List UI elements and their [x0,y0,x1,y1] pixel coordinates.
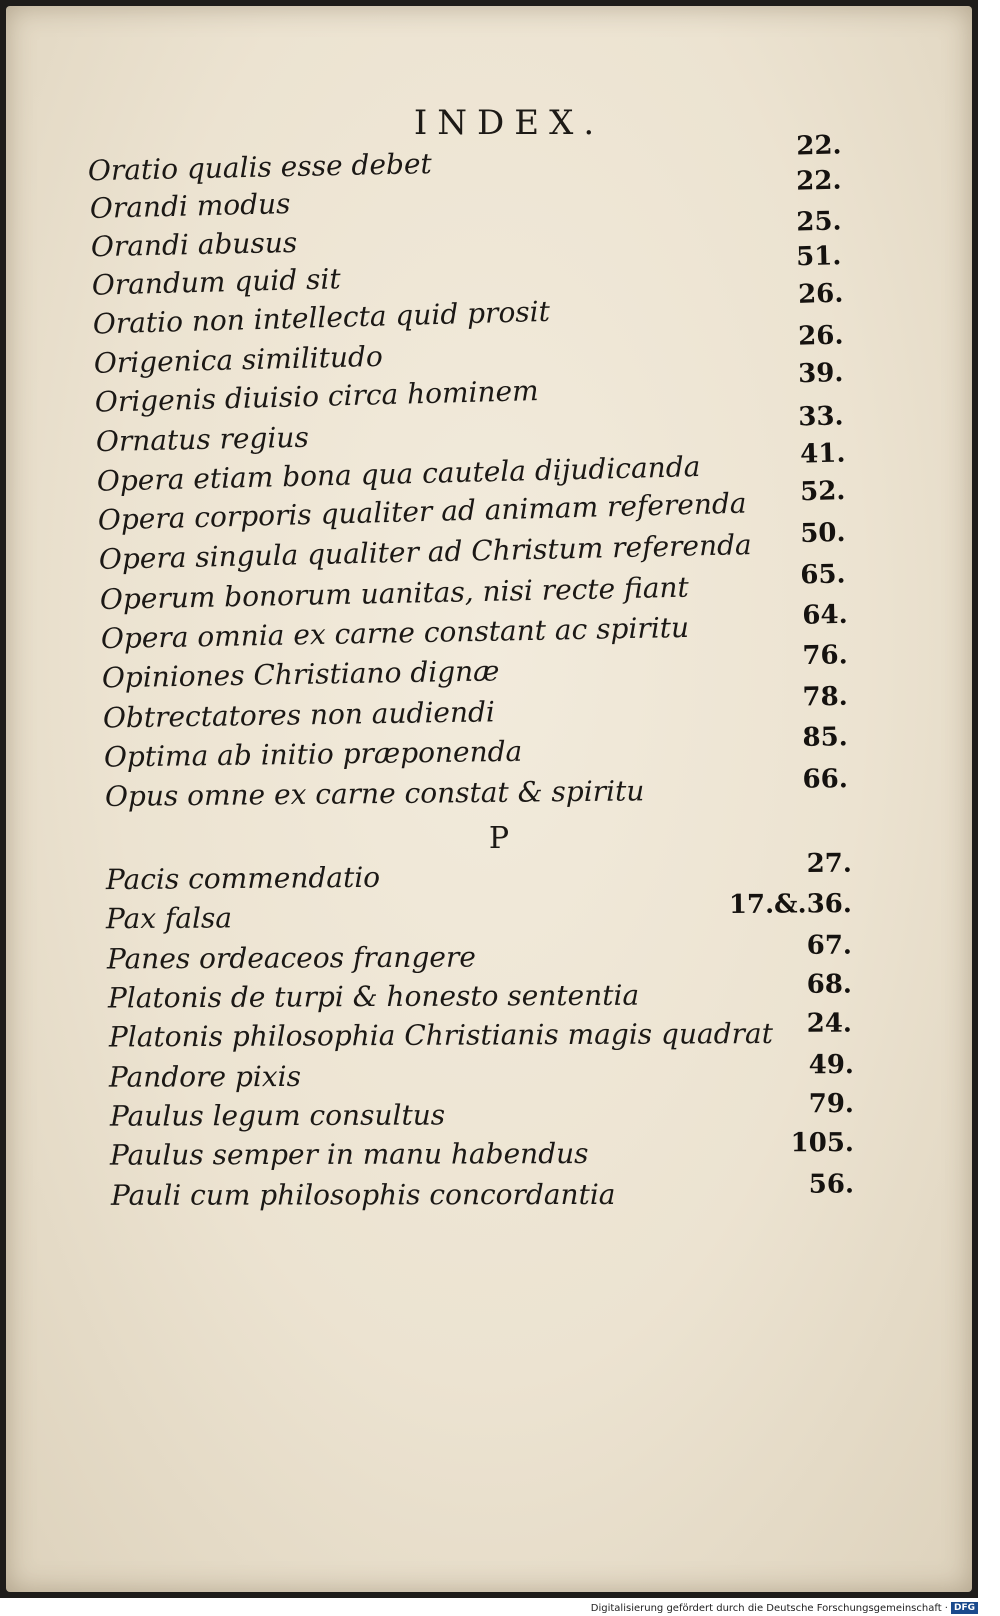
entry-term: Platonis de turpi & honesto sententia [107,978,640,1015]
entry-page-ref: 79. [808,1089,855,1120]
entry-term: Panes ordeaceos frangere [106,940,476,976]
dfg-logo: DFG [951,1602,978,1614]
entry-page-ref: 85. [802,722,848,753]
entry-page-ref: 105. [790,1128,855,1159]
entry-page-ref: 39. [797,358,844,390]
index-entry [6,1169,972,1217]
entry-page-ref: 68. [806,969,853,1000]
entry-page-ref: 26. [797,320,844,352]
entry-term: Opera omnia ex carne constant ac spiritu [100,610,690,656]
entry-term: Origenica similitudo [93,339,384,380]
entry-page-ref: 17.&.36. [728,889,853,920]
entry-page-ref: 22. [795,165,842,197]
entry-term: Opiniones Christiano dignæ [101,654,500,695]
entry-page-ref: 76. [802,640,848,672]
entry-term: Operum bonorum uanitas, nisi recte fiant [99,570,690,617]
entry-page-ref: 25. [796,206,842,238]
entry-term: Oratio non intellecta quid prosit [92,294,551,341]
entry-term: Pax falsa [105,901,233,936]
entry-term: Orandum quid sit [91,262,342,302]
entry-page-ref: 49. [808,1050,855,1081]
entry-page-ref: 27. [806,848,852,880]
entry-page-ref: 64. [802,599,848,631]
entry-term: Platonis philosophia Christianis magis quadrat [108,1016,774,1054]
credit-text: Digitalisierung gefördert durch die Deutsche Forschungsgemeinschaft · [590,1603,948,1614]
entry-page-ref: 41. [799,438,846,470]
entry-term: Orandi abusus [90,225,298,264]
entry-term: Paulus semper in manu habendus [109,1136,589,1172]
book-page [6,6,972,1592]
entry-term: Origenis diuisio circa hominem [94,374,540,419]
entry-term: Opera etiam bona qua cautela dijudicanda [96,450,701,498]
entry-term: Oratio qualis esse debet [87,147,433,188]
entry-page-ref: 33. [798,401,844,433]
entry-page-ref: 52. [799,476,846,508]
entry-page-ref: 66. [802,764,848,795]
entry-term: Obtrectatores non audiendi [102,695,496,735]
section-letter: P [488,821,510,856]
entry-term: Opera singula qualiter ad Christum referenda [98,528,753,576]
entry-term: Pauli cum philosophis concordantia [110,1177,616,1212]
index-entry [6,764,972,819]
entry-term: Paulus legum consultus [109,1098,446,1133]
entry-page-ref: 26. [797,278,844,310]
entry-page-ref: 78. [802,681,848,713]
entry-page-ref: 50. [799,517,846,549]
entry-page-ref: 65. [800,559,846,591]
entry-term: Pacis commendatio [105,860,381,897]
entry-term: Ornatus regius [95,420,310,459]
index-entries [6,6,972,1592]
entry-term: Orandi modus [89,187,291,225]
entry-term: Opera corporis qualiter ad animam referenda [97,486,747,537]
entry-term: Opus omne ex carne constat & spiritu [104,774,645,813]
digitization-credit [591,1602,978,1614]
entry-page-ref: 56. [808,1169,855,1200]
entry-page-ref: 24. [806,1008,853,1039]
entry-term: Pandore pixis [108,1059,302,1094]
entry-term: Optima ab initio præponenda [103,734,523,774]
page-heading: INDEX. [413,103,605,143]
entry-page-ref: 51. [795,241,842,273]
entry-page-ref: 22. [796,130,842,162]
entry-page-ref: 67. [806,930,853,961]
